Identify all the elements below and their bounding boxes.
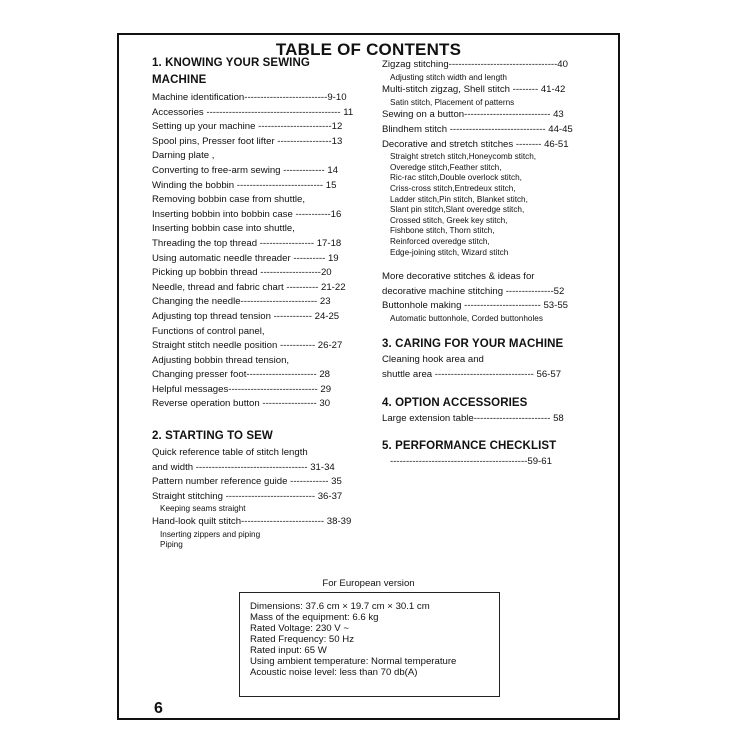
toc-entry: Helpful messages---------------------------- 29 bbox=[152, 383, 332, 395]
toc-entry: Spool pins, Presser foot lifter -----------------13 bbox=[152, 135, 343, 147]
specification-line: Rated Voltage: 230 V ~ bbox=[250, 623, 349, 634]
toc-subentry: Overedge stitch,Feather stitch, bbox=[390, 162, 502, 172]
toc-subentry: Edge-joining stitch, Wizard stitch bbox=[390, 247, 509, 257]
toc-entry: Inserting bobbin case into shuttle, bbox=[152, 223, 295, 235]
section4-line1: Large extension table------------------------ 58 bbox=[382, 412, 564, 424]
section2-heading: 2. STARTING TO SEW bbox=[152, 430, 273, 443]
page-title: TABLE OF CONTENTS bbox=[275, 40, 462, 59]
toc-entry: Straight stitch needle position ----------- 26-27 bbox=[152, 340, 343, 352]
toc-entry: Hand-look quilt stitch-------------------------- 38-39 bbox=[152, 516, 352, 528]
toc-entry: Reverse operation button ----------------- 30 bbox=[152, 398, 331, 410]
specification-line: Rated Frequency: 50 Hz bbox=[250, 634, 354, 645]
toc-entry: Setting up your machine -----------------------12 bbox=[152, 121, 343, 133]
section3-heading: 3. CARING FOR YOUR MACHINE bbox=[382, 338, 564, 351]
specification-line: Mass of the equipment: 6.6 kg bbox=[250, 612, 379, 623]
toc-entry: Pattern number reference guide ------------ 35 bbox=[152, 476, 342, 488]
toc-subentry: Crossed stitch, Greek key stitch, bbox=[390, 215, 508, 225]
toc-entry: Using automatic needle threader ---------- 19 bbox=[152, 252, 339, 264]
section1-heading-line1: 1. KNOWING YOUR SEWING bbox=[152, 57, 310, 69]
toc-entry: Converting to free-arm sewing ------------- 14 bbox=[152, 164, 339, 176]
toc-subentry: Piping bbox=[160, 540, 183, 550]
specification-line: Rated input: 65 W bbox=[250, 645, 327, 656]
toc-subentry: Ladder stitch,Pin stitch, Blanket stitch, bbox=[390, 194, 528, 204]
toc-entry: Needle, thread and fabric chart ---------- 21-22 bbox=[152, 281, 346, 293]
right-top-entries bbox=[382, 58, 604, 258]
section2-entries bbox=[152, 446, 374, 551]
toc-entry: Inserting bobbin into bobbin case -----------16 bbox=[152, 208, 342, 220]
manual-page bbox=[117, 33, 620, 720]
european-caption: For European version bbox=[322, 578, 415, 589]
toc-subentry: Automatic buttonhole, Corded buttonholes bbox=[390, 313, 543, 323]
toc-subentry: Satin stitch, Placement of patterns bbox=[390, 97, 515, 107]
toc-entry: Changing presser foot---------------------- 28 bbox=[152, 369, 331, 381]
specification-line: Dimensions: 37.6 cm × 19.7 cm × 30.1 cm bbox=[250, 601, 430, 612]
toc-entry: Picking up bobbin thread -------------------20 bbox=[152, 267, 332, 279]
toc-entry: Accessories ------------------------------------------ 11 bbox=[152, 106, 354, 118]
toc-entry: Threading the top thread ----------------- 17-18 bbox=[152, 237, 342, 249]
specifications-lines bbox=[250, 601, 499, 678]
toc-entry: Multi-stitch zigzag, Shell stitch -------- 41-42 bbox=[382, 84, 566, 96]
page-number: 6 bbox=[154, 700, 163, 717]
section1-entries bbox=[152, 91, 374, 412]
specification-line: Using ambient temperature: Normal temperature bbox=[250, 656, 457, 667]
toc-entry: Changing the needle------------------------ 23 bbox=[152, 296, 331, 308]
toc-subentry: Straight stretch stitch,Honeycomb stitch, bbox=[390, 152, 537, 162]
toc-entry: More decorative stitches & ideas for bbox=[382, 271, 535, 283]
toc-entry: and width ----------------------------------- 31-34 bbox=[152, 461, 335, 473]
toc-entry: Buttonhole making ------------------------ 53-55 bbox=[382, 300, 569, 312]
toc-subentry: Slant pin stitch,Slant overedge stitch, bbox=[390, 205, 525, 215]
toc-subentry: Adjusting stitch width and length bbox=[390, 72, 507, 82]
toc-subentry: Reinforced overedge stitch, bbox=[390, 236, 490, 246]
toc-entry: Adjusting top thread tension ------------ 24-25 bbox=[152, 310, 340, 322]
toc-entry: Blindhem stitch ------------------------------ 44-45 bbox=[382, 123, 573, 135]
toc-entry: Functions of control panel, bbox=[152, 325, 265, 337]
toc-subentry: Fishbone stitch, Thorn stitch, bbox=[390, 226, 495, 236]
section4-heading: 4. OPTION ACCESSORIES bbox=[382, 396, 528, 409]
toc-entry: Machine identification--------------------------9-10 bbox=[152, 92, 347, 103]
section5-heading: 5. PERFORMANCE CHECKLIST bbox=[382, 440, 557, 453]
specification-line: Acoustic noise level: less than 70 db(A) bbox=[250, 667, 418, 678]
section1-heading-line2: MACHINE bbox=[152, 74, 207, 86]
toc-entry: Quick reference table of stitch length bbox=[152, 447, 308, 459]
toc-entry: Sewing on a button--------------------------- 43 bbox=[382, 109, 564, 121]
toc-subentry: Inserting zippers and piping bbox=[160, 529, 261, 539]
right-more-entries bbox=[382, 270, 604, 324]
right-column bbox=[382, 58, 604, 470]
toc-subentry: Keeping seams straight bbox=[160, 504, 246, 514]
specifications-box bbox=[239, 592, 500, 697]
toc-entry: Adjusting bobbin thread tension, bbox=[152, 354, 290, 366]
toc-entry: decorative machine stitching ---------------52 bbox=[382, 285, 565, 297]
section3-line2: shuttle area ------------------------------- 56-57 bbox=[382, 369, 562, 381]
toc-entry: Winding the bobbin --------------------------- 15 bbox=[152, 179, 337, 191]
section3-line1: Cleaning hook area and bbox=[382, 354, 484, 366]
toc-subentry: Criss-cross stitch,Entredeux stitch, bbox=[390, 183, 516, 193]
toc-entry: Darning plate , bbox=[152, 150, 215, 162]
toc-entry: Removing bobbin case from shuttle, bbox=[152, 194, 306, 206]
toc-entry: Decorative and stretch stitches -------- 46-51 bbox=[382, 138, 569, 150]
left-column bbox=[152, 55, 374, 551]
toc-entry: Straight stitching ---------------------------- 36-37 bbox=[152, 490, 343, 502]
toc-subentry: Ric-rac stitch,Double overlock stitch, bbox=[390, 173, 522, 183]
section5-line1: -------------------------------------------59-61 bbox=[390, 456, 552, 468]
toc-entry: Zigzag stitching----------------------------------40 bbox=[382, 59, 568, 70]
